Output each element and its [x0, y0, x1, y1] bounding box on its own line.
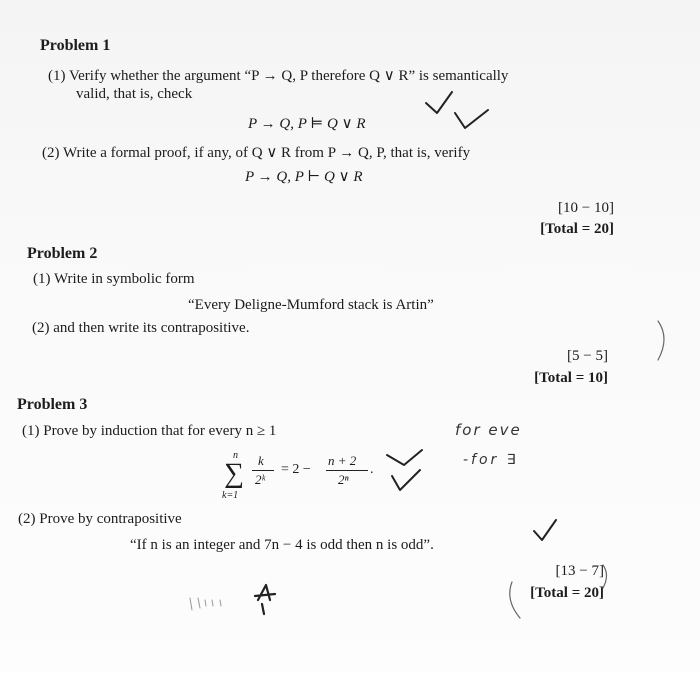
- checkmark-icon: [392, 470, 420, 490]
- sum-upper-limit: n: [233, 450, 238, 461]
- fraction-2-denominator: 2ⁿ: [338, 472, 349, 487]
- problem-1-part-2-line: (2) Write a formal proof, if any, of Q ∨ R from P → Q, P, that is, verify: [42, 145, 471, 161]
- problem-3-part-2-line: (2) Prove by contrapositive: [18, 511, 182, 527]
- problem-1-part-1-line-2: valid, that is, check: [76, 86, 193, 102]
- problem-3-title: Problem 3: [17, 396, 88, 413]
- equals-two-minus: = 2 −: [281, 462, 311, 477]
- problem-3-marks: [13 − 7]: [555, 563, 604, 579]
- problem-1-formula-1: P → Q, P ⊨ Q ∨ R: [248, 116, 366, 132]
- problem-3-quote: “If n is an integer and 7n − 4 is odd then n is odd”.: [130, 537, 434, 553]
- fraction-2-numerator: n + 2: [328, 453, 357, 468]
- checkmark-icon: [426, 92, 452, 113]
- problem-2-total: [Total = 10]: [534, 370, 608, 386]
- handwritten-note-2: -for ∃: [463, 452, 519, 468]
- problem-1-part-1-line-1: (1) Verify whether the argument “P → Q, P therefore Q ∨ R” is semantically: [48, 68, 509, 84]
- problem-3-part-1-line: (1) Prove by induction that for every n ≥ 1: [22, 423, 277, 439]
- checkmark-icon: [455, 110, 488, 128]
- problem-2-quote: “Every Deligne-Mumford stack is Artin”: [188, 297, 434, 313]
- checkmark-icon: [534, 520, 556, 540]
- problem-2-part-1-line: (1) Write in symbolic form: [33, 271, 195, 287]
- handwritten-note-1: for eve: [455, 421, 522, 439]
- problem-1-title: Problem 1: [40, 37, 111, 54]
- problem-2-title: Problem 2: [27, 245, 98, 262]
- problem-1-formula-2: P → Q, P ⊢ Q ∨ R: [245, 169, 363, 185]
- signature-mark: [255, 585, 275, 614]
- formula-period: .: [370, 462, 374, 477]
- fraction-1-denominator: 2ᵏ: [255, 472, 266, 487]
- problem-3-total: [Total = 20]: [530, 585, 604, 601]
- fraction-1-numerator: k: [258, 453, 264, 468]
- problem-1-total: [Total = 20]: [540, 221, 614, 237]
- problem-1-marks: [10 − 10]: [558, 200, 614, 216]
- problem-2-marks: [5 − 5]: [567, 348, 608, 364]
- checkmark-icon: [387, 450, 422, 465]
- sum-lower-limit: k=1: [222, 490, 239, 501]
- problem-2-part-2-line: (2) and then write its contrapositive.: [32, 320, 250, 336]
- sum-sign: ∑: [224, 458, 244, 489]
